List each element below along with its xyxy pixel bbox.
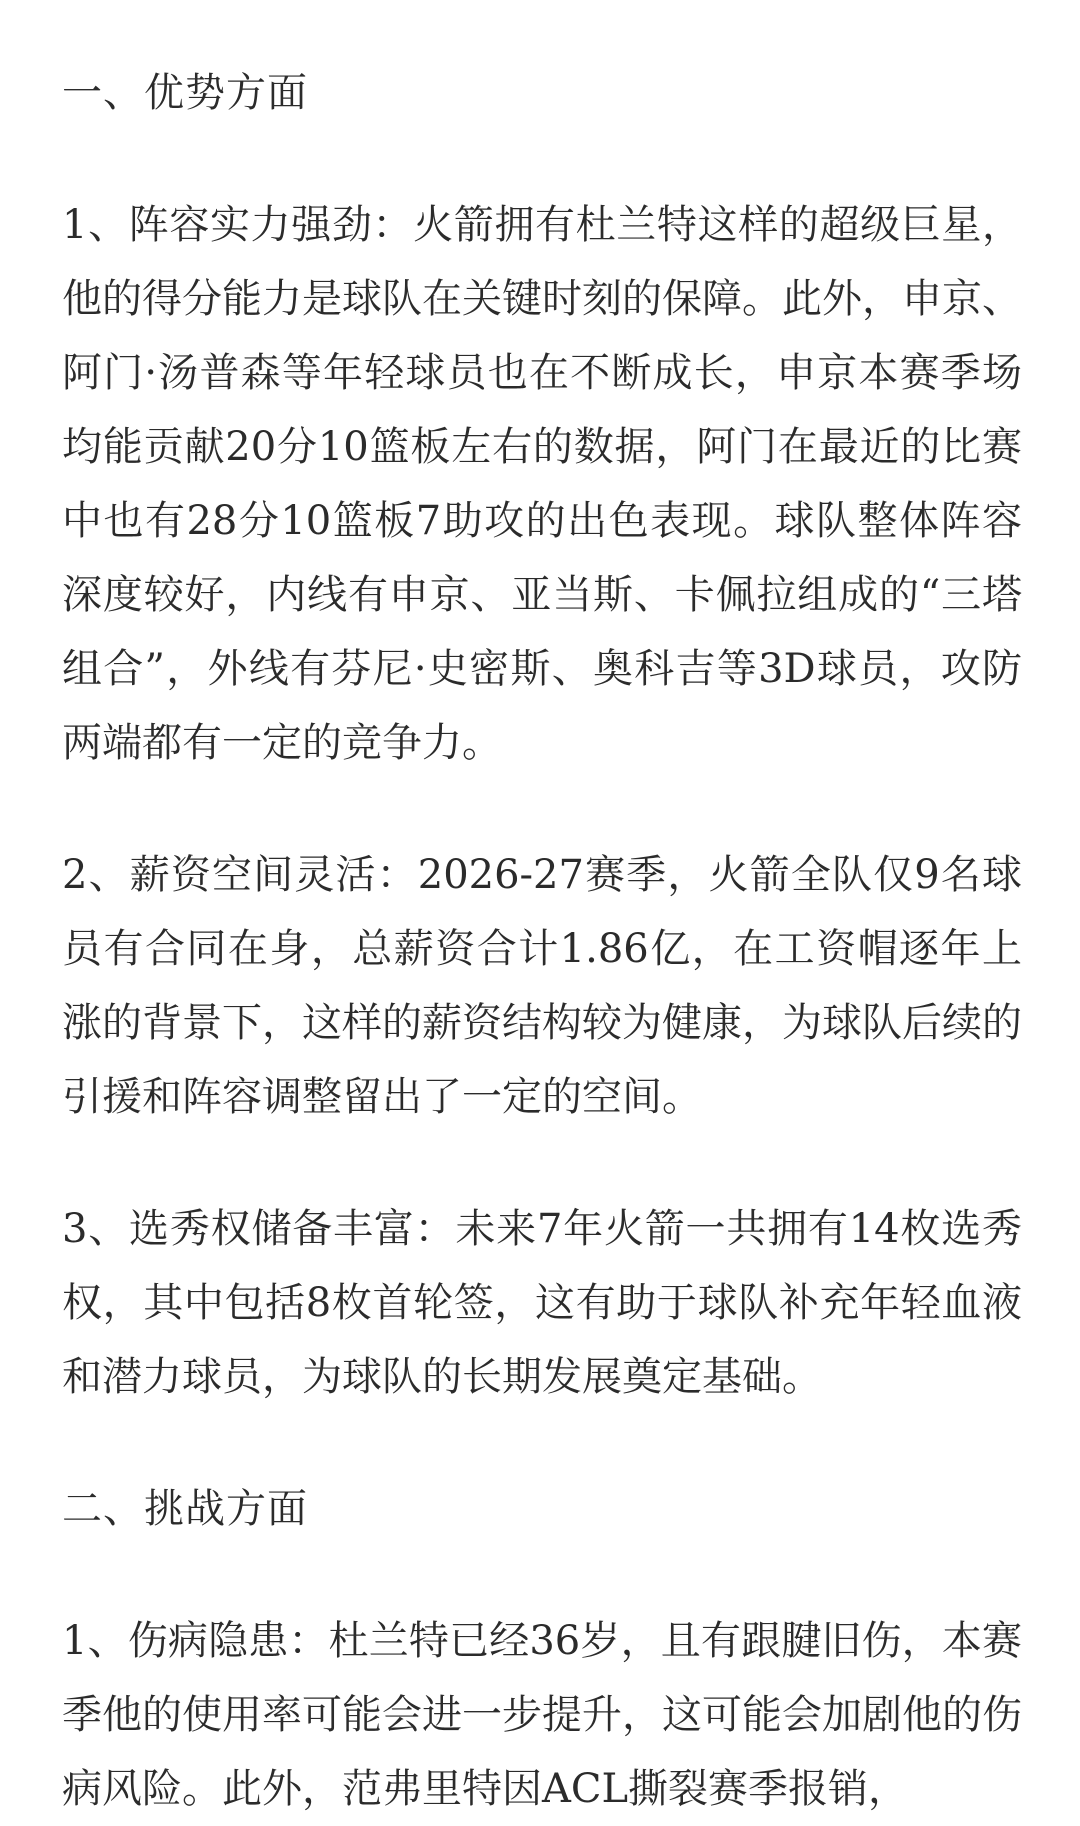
spacer [62,130,1022,188]
paragraph-roster-strength: 1、阵容实力强劲：火箭拥有杜兰特这样的超级巨星，他的得分能力是球队在关键时刻的保障。此外，申京、阿门·汤普森等年轻球员也在不断成长，申京本赛季场均能贡献20分10篮板左右的数据，阿门在最近的比赛中也有28分10篮板7助攻的出色表现。球队整体阵容深度较好，内线有申京、亚当斯、卡佩拉组成的“三塔组合”，外线有芬尼·史密斯、奥科吉等3D球员，攻防两端都有一定的竞争力。 [62,202,1022,766]
paragraph-injury-risk: 1、伤病隐患：杜兰特已经36岁，且有跟腱旧伤，本赛季他的使用率可能会进一步提升，这可能会加剧他的伤病风险。此外，范弗里特因ACL撕裂赛季报销， [62,1618,1022,1812]
spacer [62,1414,1022,1472]
section-heading-challenges: 二、挑战方面 [62,1486,308,1532]
paragraph-salary-space: 2、薪资空间灵活：2026-27赛季，火箭全队仅9名球员有合同在身，总薪资合计1.86亿，在工资帽逐年上涨的背景下，这样的薪资结构较为健康，为球队后续的引援和阵容调整留出了一定的空间。 [62,852,1022,1120]
article-body [62,56,1022,1826]
spacer [62,1134,1022,1192]
spacer [62,780,1022,838]
paragraph-draft-picks: 3、选秀权储备丰富：未来7年火箭一共拥有14枚选秀权，其中包括8枚首轮签，这有助于球队补充年轻血液和潜力球员，为球队的长期发展奠定基础。 [62,1206,1022,1400]
spacer [62,1546,1022,1604]
section-heading-advantages: 一、优势方面 [62,70,308,116]
